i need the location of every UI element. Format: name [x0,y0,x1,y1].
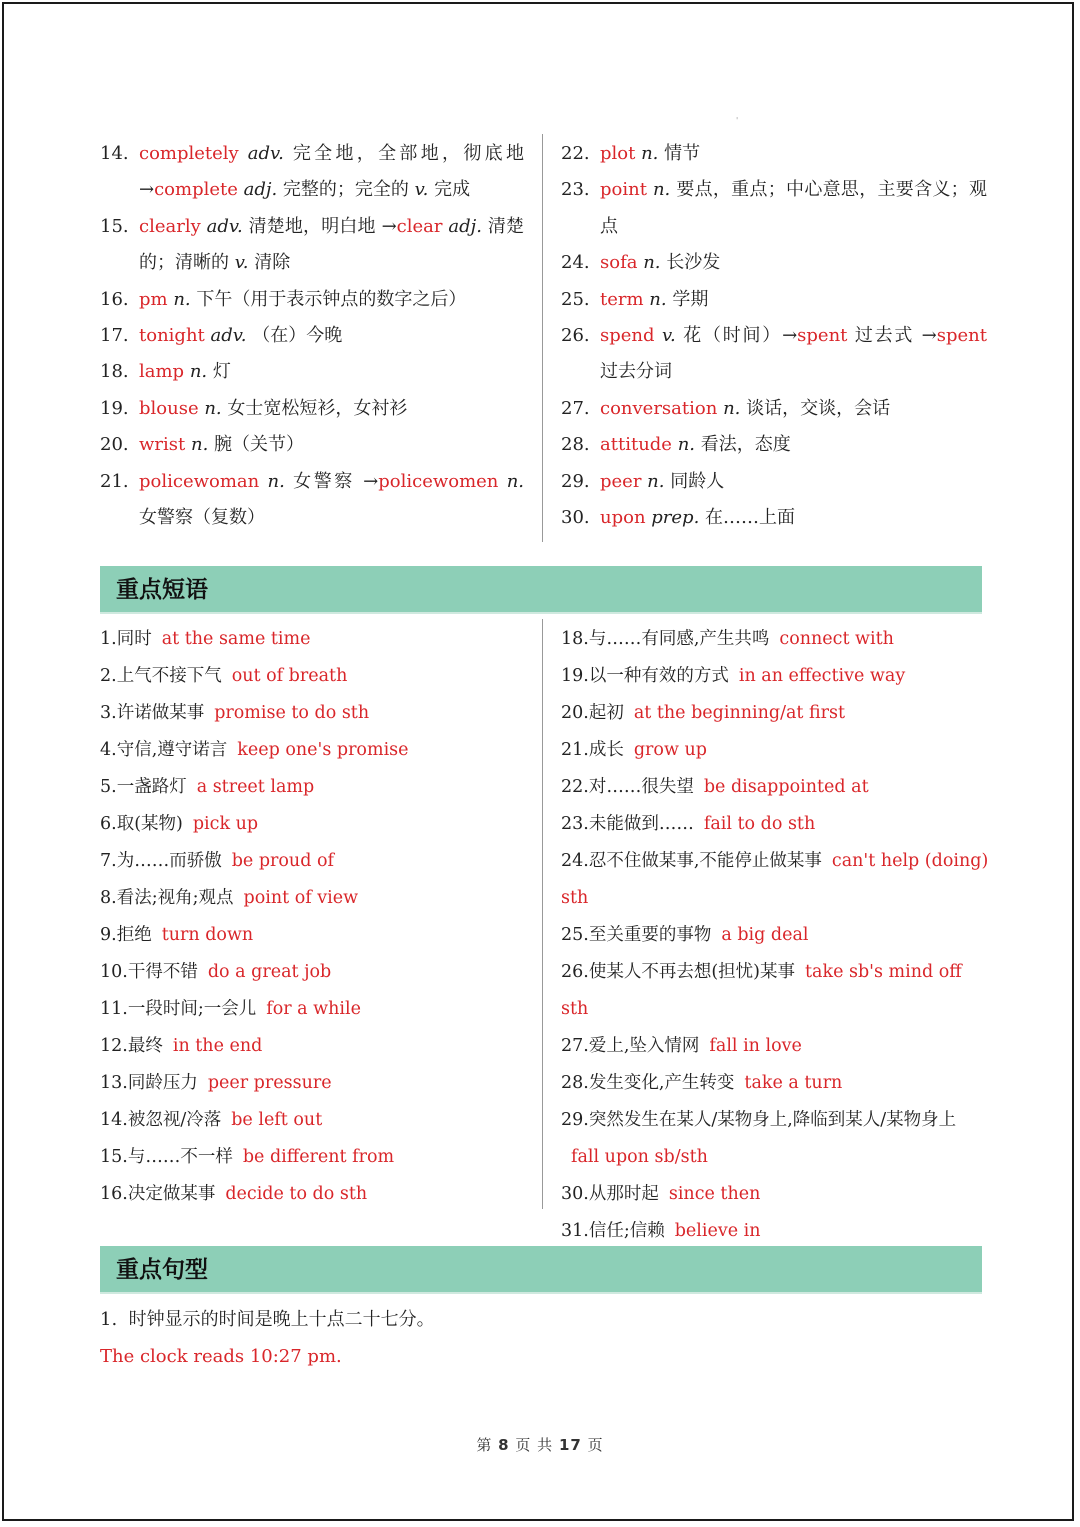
sentence-chinese-text: 时钟显示的时间是晚上十点二十七分。 [128,1309,435,1330]
phrase-chinese: 16.决定做某事 [100,1184,216,1204]
vocab-entry [561,427,987,463]
vocabulary-column-right [561,136,987,536]
phrase-chinese: 28.发生变化,产生转变 [561,1073,735,1093]
phrase-chinese: 30.从那时起 [561,1184,659,1204]
phrase-english: since then [668,1184,761,1204]
phrase-english: in an effective way [738,666,906,686]
entry-body [600,318,987,391]
phrase-english: pick up [192,814,259,834]
phrase-chinese: 14.被忽视/冷落 [100,1110,222,1130]
entry-word: plot [600,143,636,164]
phrase-chinese: 20.起初 [561,703,624,723]
entry-number: 16. [100,288,129,310]
section-header-sentences: 重点句型 [100,1246,982,1294]
entry-body [139,318,524,354]
sentence-item [100,1301,435,1375]
phrase-english: can't help (doing) sth [561,851,989,908]
entry-derived-pos: n. [498,470,525,492]
phrase-item [100,732,530,769]
phrase-chinese: 9.拒绝 [100,925,152,945]
entry-body [139,427,524,463]
entry-meaning: 长沙发 [666,252,721,274]
phrase-english: take sb's mind off sth [561,962,962,1019]
vocab-entry [561,464,987,500]
phrase-item [100,1028,530,1065]
phrase-item [100,843,530,880]
entry-body [600,464,987,500]
phrase-english: keep one's promise [237,740,409,760]
phrase-english: be proud of [231,851,334,871]
phrase-item [100,695,530,732]
entry-derived-text: 完成 [428,179,471,201]
phrase-item [561,1028,989,1065]
phrase-item [561,1213,989,1250]
phrase-item [561,658,989,695]
entry-part-of-speech: n. [652,179,671,201]
entry-body [139,354,524,390]
phrase-item [100,769,530,806]
phrase-english: fall in love [709,1036,802,1056]
entry-meaning: 清楚地，明白地 [248,215,376,237]
phrase-english: for a while [266,999,361,1019]
entry-derived-word: spent [797,325,848,347]
vocabulary-section [4,136,1076,546]
entry-word: blouse [139,397,199,419]
entry-number: 20. [100,434,129,456]
phrase-english: promise to do sth [214,703,370,723]
entry-number: 25. [561,288,590,310]
entry-word: clearly [139,215,201,237]
entry-derived-word: policewomen [378,470,499,492]
footer-prefix: 第 [476,1436,493,1454]
entry-body [139,136,524,209]
phrase-item [561,769,989,806]
phrase-english: peer pressure [207,1073,332,1093]
entry-part-of-speech: n. [723,397,741,419]
entry-number: 24. [561,252,590,274]
entry-word: sofa [600,252,638,274]
phrase-item [561,1102,989,1176]
entry-derived-pos: v. [234,252,249,274]
entry-number: 17. [100,325,129,347]
entry-word: policewoman [139,470,260,492]
entry-word: pm [139,288,168,310]
vocab-entry [100,464,524,537]
phrase-english: be different from [242,1147,395,1167]
entry-derived-pos: v. [414,179,429,201]
current-page-number: 8 [498,1436,510,1454]
footer-suffix: 页 [587,1436,604,1454]
entry-number: 19. [100,397,129,419]
vocab-entry [100,318,524,354]
phrase-chinese: 18.与……有同感,产生共鸣 [561,629,770,649]
phrase-item [100,917,530,954]
entry-meaning: 下午（用于表示钟点的数字之后） [196,288,467,310]
phrase-item [561,806,989,843]
phrase-item [561,1065,989,1102]
phrase-english: be left out [231,1110,323,1130]
phrase-english: do a great job [207,962,332,982]
phrase-english: believe in [674,1221,761,1241]
phrase-chinese: 27.爱上,坠入情网 [561,1036,700,1056]
phrase-chinese: 24.忍不住做某事,不能停止做某事 [561,851,822,871]
phrase-chinese: 2.上气不接下气 [100,666,222,686]
entry-meaning: 在……上面 [705,507,796,529]
document-page [2,2,1074,1521]
entry-meaning: 灯 [212,361,231,383]
entry-body [600,500,987,536]
entry-part-of-speech: n. [647,470,665,492]
entry-derived-text: 女警察（复数） [139,507,265,529]
entry-word: wrist [139,434,186,456]
entry-number: 23. [561,179,590,201]
vocab-entry [100,282,524,318]
vocab-entry [561,282,987,318]
sentence-english: The clock reads 10:27 pm. [100,1346,342,1367]
entry-part-of-speech: n. [643,252,661,274]
entry-part-of-speech: n. [677,434,696,456]
entry-derived-text: 清除 [248,252,291,274]
entry-part-of-speech: n. [649,288,667,310]
vocab-entry [561,318,987,391]
entry-derived-text: 过去式 → [847,325,937,347]
phrase-item [561,843,989,917]
vocab-entry [561,245,987,281]
entry-word: spend [600,325,655,347]
phrase-item [561,954,989,1028]
entry-body [139,464,524,537]
vocab-entry [100,136,524,209]
entry-meaning: 看法，态度 [700,434,791,456]
entry-word: completely [139,143,239,164]
phrase-chinese: 11.一段时间;一会儿 [100,999,257,1019]
entry-derived-text: → [782,325,798,347]
entry-number: 29. [561,470,590,492]
phrase-chinese: 25.至关重要的事物 [561,925,712,945]
entry-word: upon [600,507,646,529]
entry-number: 18. [100,361,129,383]
phrases-column-right [561,621,989,1250]
phrase-english: at the same time [161,629,311,649]
phrase-chinese: 29.突然发生在某人/某物身上,降临到某人/某物身上 [561,1110,957,1130]
phrase-item [100,880,530,917]
entry-number: 22. [561,143,590,164]
entry-derived-pos: adj. [442,215,482,237]
entry-meaning: 花（时间） [683,325,783,347]
phrase-chinese: 31.信任;信赖 [561,1221,665,1241]
entry-body [139,282,524,318]
phrase-english: fall upon sb/sth [571,1147,708,1167]
sentence-chinese [100,1301,435,1338]
phrase-chinese: 15.与……不一样 [100,1147,233,1167]
entry-derived-word: complete [154,179,238,201]
entry-meaning: 女警察 [293,470,355,492]
entry-meaning: 情节 [664,143,701,164]
entry-part-of-speech: n. [173,288,191,310]
entry-body [600,427,987,463]
total-page-number: 17 [558,1436,582,1454]
entry-word: term [600,288,644,310]
phrase-item [100,1102,530,1139]
entry-body [600,245,987,281]
phrase-english: connect with [779,629,894,649]
entry-part-of-speech: v. [662,325,676,347]
entry-part-of-speech: n. [190,434,209,456]
vocab-entry [561,136,987,172]
phrase-english: decide to do sth [225,1184,368,1204]
entry-word: tonight [139,325,205,347]
entry-meaning: 要点，重点；中心意思，主要含义；观点 [600,179,987,237]
phrase-item [100,621,530,658]
entry-derived-word: clear [396,215,443,237]
entry-number: 14. [100,143,129,164]
phrase-item [561,1176,989,1213]
entry-number: 26. [561,325,590,347]
phrase-item [561,621,989,658]
entry-number: 21. [100,470,129,492]
phrase-english: in the end [172,1036,263,1056]
phrase-item [100,1139,530,1176]
entry-part-of-speech: adv. [206,215,243,237]
phrase-chinese: 19.以一种有效的方式 [561,666,729,686]
footer-middle: 页 共 [515,1436,554,1454]
phrase-chinese: 23.未能做到…… [561,814,694,834]
phrase-item [561,917,989,954]
vocab-entry [561,500,987,536]
vocab-entry [561,172,987,245]
entry-derived-text: 过去分词 [600,361,672,383]
phrase-item [100,1176,530,1213]
column-divider [542,134,543,542]
entry-body [600,172,987,245]
entry-part-of-speech: n. [267,470,285,492]
entry-body [600,282,987,318]
entry-number: 15. [100,215,129,237]
entry-body [600,391,987,427]
page-footer [4,1434,1076,1455]
phrases-column-left [100,621,530,1213]
vocabulary-column-left [100,136,524,536]
entry-word: lamp [139,361,185,383]
phrase-english: take a turn [744,1073,843,1093]
phrase-chinese: 21.成长 [561,740,624,760]
phrase-english: point of view [243,888,359,908]
entry-derived-text: → [354,470,379,492]
vocab-entry [100,209,524,282]
entry-part-of-speech: n. [204,397,222,419]
sentence-number: 1. [100,1309,118,1330]
phrase-english: grow up [633,740,707,760]
phrase-item [561,695,989,732]
entry-word: attitude [600,434,672,456]
entry-body [139,209,524,282]
phrase-item [100,954,530,991]
entry-body [600,136,987,172]
phrase-item [100,991,530,1028]
vocab-entry [561,391,987,427]
phrase-chinese: 7.为……而骄傲 [100,851,222,871]
entry-derived-text: 清楚的；清晰的 [139,215,524,274]
phrase-item [100,658,530,695]
phrase-english: out of breath [231,666,348,686]
phrase-chinese: 6.取(某物) [100,814,183,834]
phrase-item [100,806,530,843]
vocab-entry [100,354,524,390]
entry-meaning: 谈话，交谈，会话 [746,397,891,419]
phrase-chinese: 12.最终 [100,1036,163,1056]
phrase-chinese: 10.干得不错 [100,962,198,982]
phrase-chinese: 26.使某人不再去想(担忧)某事 [561,962,795,982]
vocab-entry [100,427,524,463]
phrase-chinese: 4.守信,遵守诺言 [100,740,228,760]
entry-derived-word: spent [936,325,987,347]
phrase-english: turn down [161,925,254,945]
phrase-chinese: 22.对……很失望 [561,777,694,797]
entry-derived-text: → [375,215,397,237]
entry-word: conversation [600,397,718,419]
entry-part-of-speech: adv. [247,143,284,164]
column-divider [542,619,543,1209]
entry-word: peer [600,470,642,492]
entry-derived-pos: adj. [237,179,278,201]
section-header-phrases: 重点短语 [100,566,982,614]
phrase-english: fail to do sth [703,814,816,834]
entry-number: 28. [561,434,590,456]
entry-word: point [600,179,647,201]
entry-part-of-speech: n. [641,143,659,164]
phrase-english: a big deal [721,925,809,945]
phrase-chinese: 3.许诺做某事 [100,703,205,723]
entry-body [139,391,524,427]
phrase-chinese: 8.看法;视角;观点 [100,888,234,908]
phrase-english: at the beginning/at first [633,703,846,723]
vocab-entry [100,391,524,427]
phrase-chinese: 1.同时 [100,629,152,649]
phrase-item [100,1065,530,1102]
entry-meaning: 完全地，全部地，彻底地 [292,143,524,164]
entry-number: 27. [561,397,590,419]
entry-part-of-speech: prep. [651,507,700,529]
phrase-english: be disappointed at [703,777,869,797]
entry-meaning: 学期 [672,288,709,310]
phrase-item [561,732,989,769]
phrase-english: a street lamp [196,777,315,797]
entry-part-of-speech: n. [189,361,208,383]
entry-number: 30. [561,507,590,529]
scan-mark: ' [736,116,739,125]
entry-meaning: 腕（关节） [214,434,305,456]
entry-derived-text: → [139,179,155,201]
entry-meaning: 女士宽松短衫，女衬衫 [227,397,408,419]
phrase-chinese: 5.一盏路灯 [100,777,187,797]
entry-meaning: 同龄人 [670,470,725,492]
phrase-chinese: 13.同龄压力 [100,1073,198,1093]
entry-derived-text: 完整的；完全的 [277,179,415,201]
entry-part-of-speech: adv. [210,325,247,347]
entry-meaning: （在）今晚 [252,325,343,347]
